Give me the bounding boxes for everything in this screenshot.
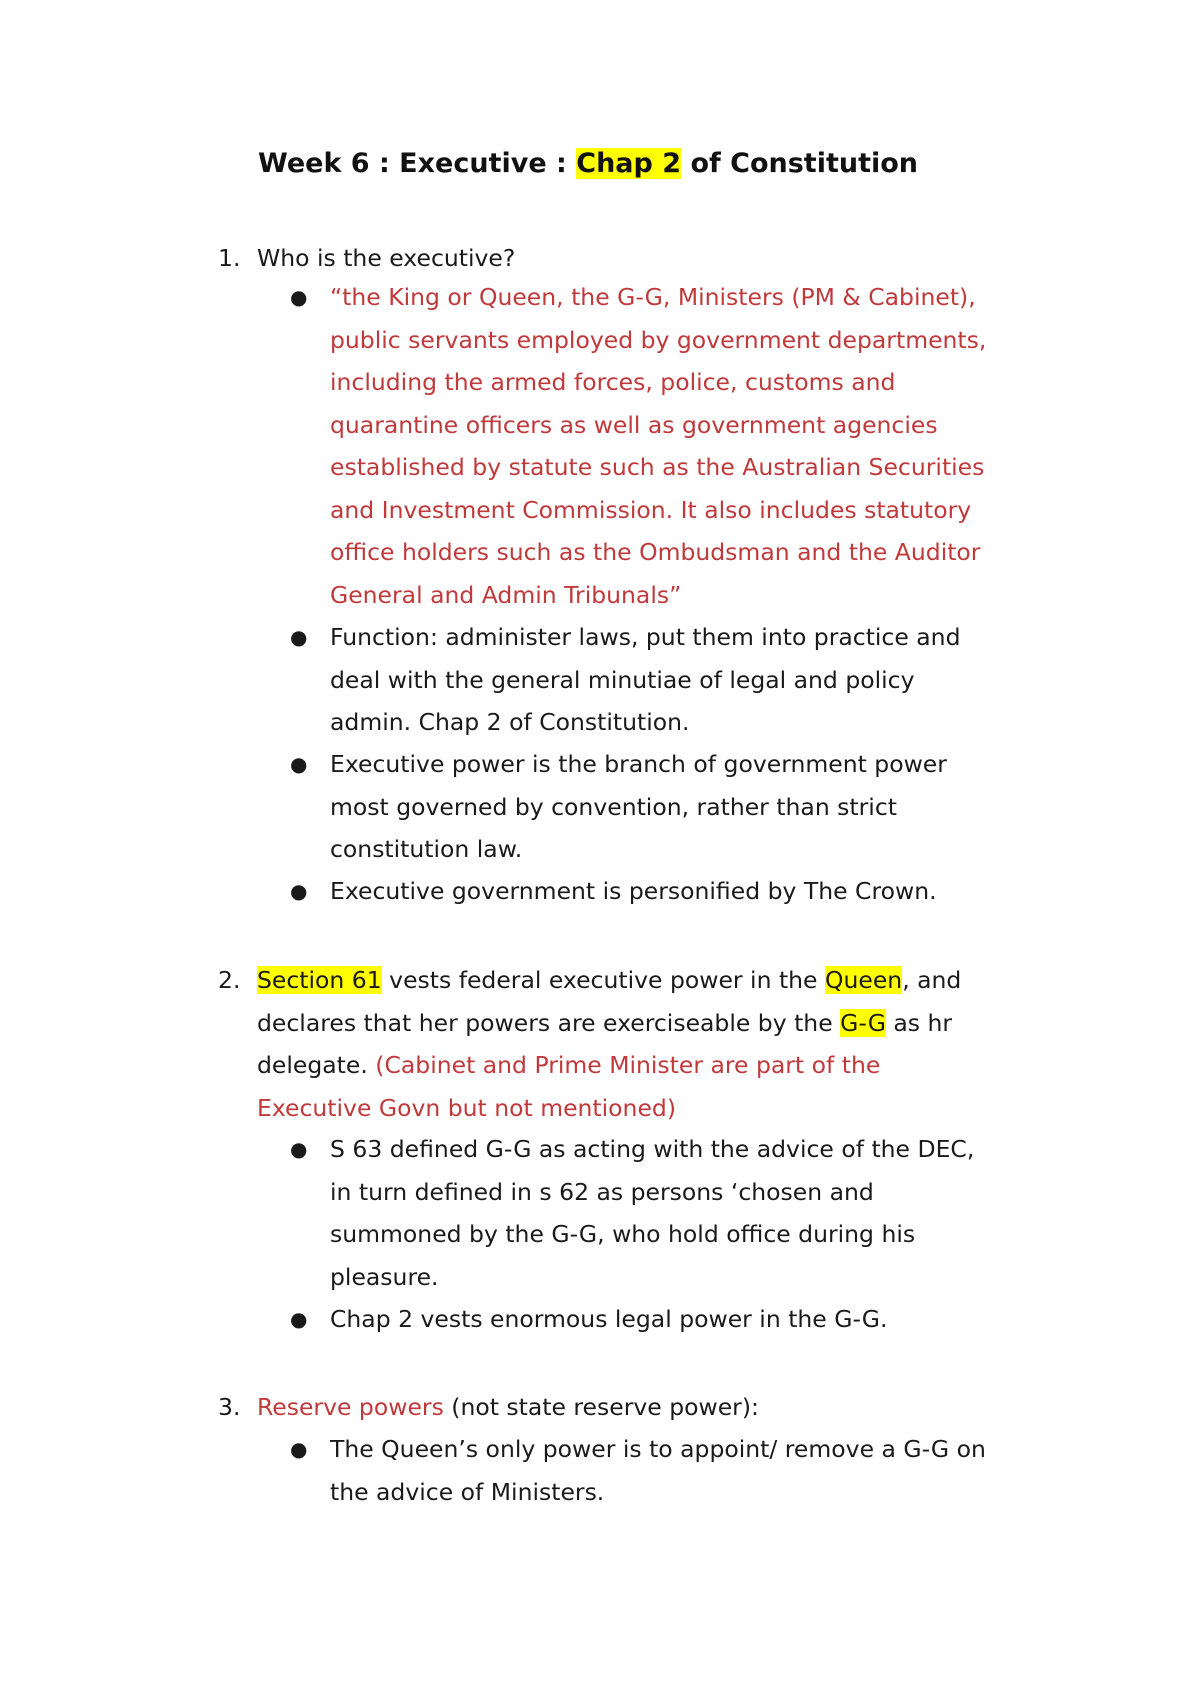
section-2-text <box>257 959 1017 1129</box>
bullet-line: The Queen’s only power is to appoint/ remove a G-G on <box>330 1435 986 1463</box>
section-3-number: 3. <box>218 1393 241 1421</box>
bullet-line: summoned by the G-G, who hold office during his <box>330 1220 916 1248</box>
bullet-text <box>330 276 1010 616</box>
bullet-icon: ● <box>290 1137 308 1161</box>
text-span: , and <box>902 966 962 994</box>
bullet-line: Executive power is the branch of government power <box>330 750 947 778</box>
bullet-line: and Investment Commission. It also includes statutory <box>330 495 972 524</box>
bullet-line: in turn defined in s 62 as persons ‘chosen and <box>330 1177 874 1206</box>
bullet-text <box>330 1128 1010 1298</box>
bullet-line: quarantine officers as well as government agencies <box>330 410 938 439</box>
bullet-line: deal with the general minutiae of legal and policy <box>330 665 915 694</box>
title-highlight: Chap 2 <box>576 148 682 179</box>
queen-highlight: Queen <box>824 966 903 994</box>
bullet-text <box>330 1298 1010 1341</box>
bullet-icon: ● <box>290 1307 308 1331</box>
bullet-text <box>330 870 1010 913</box>
bullet-line: the advice of Ministers. <box>330 1477 605 1506</box>
bullet-line: Chap 2 vests enormous legal power in the G-G. <box>330 1305 888 1333</box>
bullet-line: public servants employed by government departments, <box>330 325 987 354</box>
bullet-line: admin. Chap 2 of Constitution. <box>330 708 690 736</box>
title-part1: Week 6 : Executive : <box>258 148 577 179</box>
text-span: as hr <box>885 1008 953 1037</box>
bullet-icon: ● <box>290 285 308 309</box>
bullet-line: pleasure. <box>330 1262 439 1291</box>
title-part2: of Constitution <box>681 148 919 179</box>
section-1-number: 1. <box>218 244 241 272</box>
section-3-text <box>257 1386 1017 1429</box>
text-span: declares that her powers are exerciseable by the <box>257 1008 841 1037</box>
text-span: vests federal executive power in the <box>381 966 825 994</box>
section-2-line-2 <box>257 1002 1017 1045</box>
section-2-line-1 <box>257 959 1017 1002</box>
text-span: delegate. <box>257 1051 376 1079</box>
bullet-line: most governed by convention, rather than strict <box>330 792 897 821</box>
page-title <box>258 144 918 184</box>
section-1-heading: Who is the executive? <box>257 244 516 272</box>
section-3-line-1 <box>257 1386 1017 1429</box>
gg-highlight: G-G <box>840 1008 886 1037</box>
section-2-number: 2. <box>218 966 241 994</box>
bullet-line: “the King or Queen, the G-G, Ministers (PM & Cabinet), <box>330 283 976 311</box>
bullet-icon: ● <box>290 752 308 776</box>
bullet-line: constitution law. <box>330 835 523 863</box>
bullet-icon: ● <box>290 625 308 649</box>
bullet-line: including the armed forces, police, customs and <box>330 368 896 396</box>
bullet-text <box>330 616 1010 744</box>
bullet-line: Executive government is personified by The Crown. <box>330 877 937 905</box>
bullet-icon: ● <box>290 1437 308 1461</box>
bullet-icon: ● <box>290 879 308 903</box>
red-note: (Cabinet and Prime Minister are part of the <box>375 1051 881 1079</box>
bullet-text <box>330 1428 1010 1513</box>
text-span: (not state reserve power): <box>443 1393 759 1421</box>
bullet-line: General and Admin Tribunals” <box>330 580 682 609</box>
bullet-line: office holders such as the Ombudsman and the Auditor <box>330 538 981 566</box>
section-61-highlight: Section 61 <box>257 966 382 994</box>
bullet-text <box>330 743 1010 871</box>
bullet-line: Function: administer laws, put them into practice and <box>330 623 961 651</box>
section-2-line-4: Executive Govn but not mentioned) <box>257 1093 676 1122</box>
bullet-line: S 63 defined G-G as acting with the advice of the DEC, <box>330 1135 975 1163</box>
section-2-line-3 <box>257 1044 1017 1087</box>
bullet-line: established by statute such as the Australian Securities <box>330 453 985 481</box>
reserve-powers-label: Reserve powers <box>257 1393 444 1421</box>
